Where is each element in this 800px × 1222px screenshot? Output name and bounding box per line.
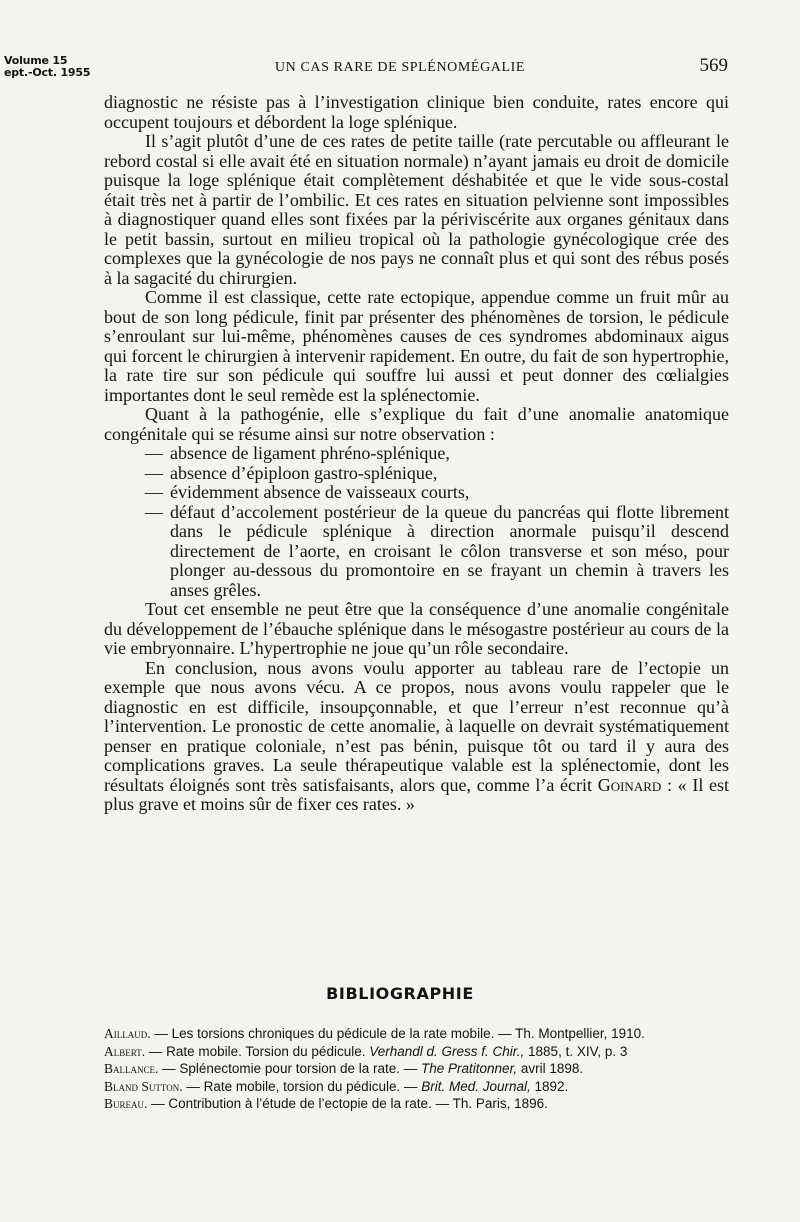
entry-author: Bureau. xyxy=(104,1096,148,1111)
paragraph: Tout cet ensemble ne peut être que la conséquence d’une anomalie congénitale du développement de l’ébauche splénique dans le mésogastre postérieur au cours de la vie embryonnaire. L’hypertrophie ne joue qu’un rôle secondaire. xyxy=(104,599,729,658)
paragraph: Comme il est classique, cette rate ectopique, appendue comme un fruit mûr au bout de son long pédicule, finit par présenter des phénomènes de torsion, le pédicule s’enroulant sur lui-même, phénomènes causes de ces syndromes abdominaux aigus qui forcent le chirurgien à intervenir rapidement. En outre, du fait de son hypertrophie, la rate tire sur son pédicule qui souffre lui aussi et peut donner des cœlialgies importantes dont le seul remède est la splénectomie. xyxy=(104,287,729,405)
quote-text: : « Il est plus grave et moins sûr de fixer ces rates. » xyxy=(104,774,730,814)
paragraph: Quant à la pathogénie, elle s’explique du fait d’une anomalie anatomique congénitale qui se résume ainsi sur notre observation : xyxy=(104,404,729,444)
entry-text: — Rate mobile. Torsion du pédicule. xyxy=(145,1043,370,1059)
entry-rest: avril 1898. xyxy=(517,1061,584,1076)
entry-journal: The Pratitonner, xyxy=(421,1061,518,1076)
bibliography-entry xyxy=(104,1025,730,1043)
entry-author: Bland Sutton. xyxy=(104,1078,183,1094)
entry-journal: Brit. Med. Journal, xyxy=(421,1078,531,1094)
entry-rest: 1892. xyxy=(530,1078,569,1094)
list-item-text: évidemment absence de vaisseaux courts, xyxy=(170,482,470,502)
entry-author: Albert. xyxy=(104,1043,146,1059)
list-dash: — xyxy=(145,462,163,483)
entry-text: — Contribution à l’étude de l’ectopie de la rate. — Th. Paris, 1896. xyxy=(147,1096,548,1111)
entry-text: — Splénectomie pour torsion de la rate. — xyxy=(158,1061,422,1076)
entry-text: — Les torsions chroniques du pédicule de la rate mobile. — Th. Montpellier, 1910. xyxy=(150,1026,645,1041)
conclusion-paragraph xyxy=(104,659,729,815)
entry-journal: Verhandl d. Gress f. Chir., xyxy=(369,1043,525,1059)
entry-text: — Rate mobile, torsion du pédicule. — xyxy=(182,1078,422,1094)
bibliography-entry xyxy=(104,1078,730,1096)
paragraph: Il s’agit plutôt d’une de ces rates de petite taille (rate percutable ou affleurant le rebord costal si elle avait été en situation normale) n’ayant jamais eu droit de domicile puisque la loge splénique était complètement déshabitée et que le vide sous-costal était très net à partir de l’ombilic. Et ces rates en situation pelvienne sont impossibles à diagnostiquer quand elles sont fixées par la périviscérite aux organes génitaux dans le petit bassin, surtout en milieu tropical où la pathologie gynécologique crée des complexes que la gynécologie de nos pays ne connaît plus et qui sont des rébus posés à la sagacité du chirurgien. xyxy=(104,131,729,288)
page-number: 569 xyxy=(699,55,728,76)
quoted-author: Goinard xyxy=(597,774,662,795)
paragraph-continued: diagnostic ne résiste pas à l’investigation clinique bien conduite, rates encore qui occupent toujours et débordent la loge splénique. xyxy=(104,92,729,132)
list-dash: — xyxy=(145,443,163,463)
list-item-text: défaut d’accolement postérieur de la queue du pancréas qui flotte librement dans le pédicule splénique à direction anormale puisqu’il descend directement de l’aorte, en croisant le côlon transverse et son méso, pour plonger au-dessous du promontoire en se frayant un chemin à travers les anses grêles. xyxy=(170,501,729,600)
entry-author: Ballance. xyxy=(104,1061,159,1076)
anomaly-list xyxy=(104,444,729,600)
bibliography-list xyxy=(104,1025,730,1113)
bibliography-entry xyxy=(104,1060,730,1078)
bibliography-entry xyxy=(104,1095,730,1113)
running-title: UN CAS RARE DE SPLÉNOMÉGALIE xyxy=(274,60,526,75)
volume-number: Volume 15 xyxy=(4,54,68,67)
list-item xyxy=(145,464,729,484)
issue-date: ept.-Oct. 1955 xyxy=(4,66,91,79)
list-dash: — xyxy=(145,482,163,502)
conclusion-text: En conclusion, nous avons voulu apporter au tableau rare de l’ectopie un exemple que nous avons vécu. A ce propos, nous avons voulu rappeler que le diagnostic en est difficile, insoupçonnable, et que l’erreur n’est reconnue qu’à l’intervention. Le pronostic de cette anomalie, à laquelle on devrait systématiquement penser en pratique coloniale, n’est pas bénin, puisque tôt ou tard il y aura des complications graves. La seule thérapeutique valable est la splénectomie, dont les résultats éloignés sont très satisfaisants, alors que, comme l’a écrit xyxy=(104,657,729,795)
list-item-text: absence d’épiploon gastro-splénique, xyxy=(170,462,438,483)
list-dash: — xyxy=(145,501,163,522)
article-body xyxy=(104,93,729,815)
list-item-text: absence de ligament phréno-splénique, xyxy=(170,443,450,463)
entry-author: Aillaud. xyxy=(104,1026,151,1041)
list-item xyxy=(145,483,729,503)
list-item xyxy=(145,444,729,464)
bibliography-title: BIBLIOGRAPHIE xyxy=(326,984,474,1003)
bibliography-entry xyxy=(104,1043,730,1061)
entry-rest: 1885, t. XIV, p. 3 xyxy=(524,1043,628,1059)
list-item xyxy=(145,503,729,601)
